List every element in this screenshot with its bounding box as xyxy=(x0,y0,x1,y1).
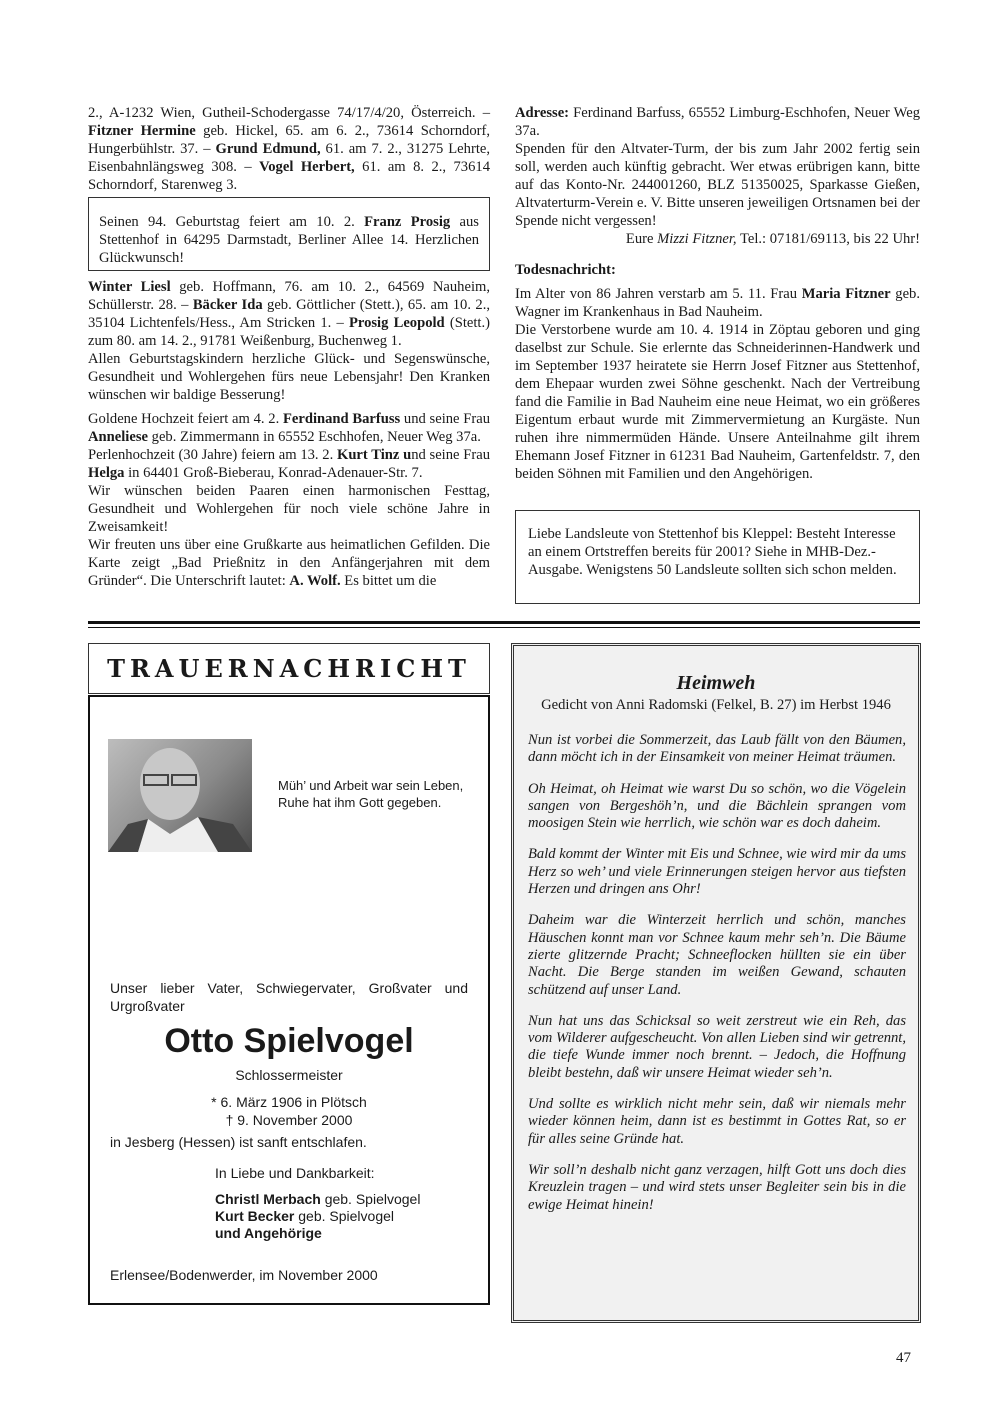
mourner-name: und Angehörige xyxy=(215,1225,322,1241)
text-run: Im Alter von 86 Jahren verstarb am 5. 11. Frau xyxy=(515,286,802,302)
section-divider-thin xyxy=(88,627,920,628)
text-run: Perlenhochzeit (30 Jahre) feiern am 13. 2. xyxy=(88,447,337,463)
text-run: geb. Göttlicher (Stett.), 65. am 10. 2., 35104 Lichtenfels/Hess., Am Stricken 1. – xyxy=(88,297,490,331)
life-dates xyxy=(90,1093,488,1129)
obituary-quote xyxy=(278,777,463,811)
poem-stanza: Wir soll’n deshalb nicht ganz verzagen, hilft Gott uns doch dies Kreuzlein tragen – und wird stets unser Begleiter sein bis in die ewige Heimat hinein! xyxy=(528,1161,906,1213)
text-run: Tel.: 07181/69113, bis 22 Uhr! xyxy=(736,231,920,247)
text-run: 2., A-1232 Wien, Gutheil-Schodergasse 74/17/4/20, Österreich. – xyxy=(88,105,490,121)
bold-name: Vogel Herbert, xyxy=(259,159,355,175)
text-run: und seine Frau xyxy=(400,411,490,427)
death-date: † 9. November 2000 xyxy=(225,1112,353,1128)
poem-stanza: Nun hat uns das Schicksal so weit zerstreut wie ein Reh, das vom Wilderer aufgescheucht. Von allen Lieben sind wir getrennt, die tiefe Wunde immer noch brennt. – Jedoch, die Hoffnung bleibt bestehn, daß wir unsere Heimat wieder seh’n. xyxy=(528,1012,906,1081)
text-run: Es bittet um die xyxy=(340,573,437,589)
poem-stanza: Nun ist vorbei die Sommerzeit, das Laub fällt von den Bäumen, dann möcht ich in der Einsamkeit von meiner Heimat träumen. xyxy=(528,732,906,766)
obituary-heading-box xyxy=(88,643,490,694)
bold-name: Grund Edmund, xyxy=(215,141,321,157)
bold-name: Prosig Leopold xyxy=(348,315,445,331)
mourners-list xyxy=(215,1191,420,1242)
page-number: 47 xyxy=(896,1350,911,1366)
text-run: geb. Zimmermann in 65552 Eschhofen, Neuer Weg 37a. xyxy=(148,429,481,445)
birthday-list-continued xyxy=(88,98,490,194)
text-run: (Stett.) zum 80. am 14. 2., 91781 Weißenburg, Buchenweg 1. xyxy=(88,315,490,349)
bold-name: Kurt Tinz u xyxy=(336,447,412,463)
donation-paragraphs xyxy=(515,104,920,230)
text-run: Eure xyxy=(625,231,658,247)
obituary-heading: TRAUERNACHRICHT xyxy=(107,654,471,683)
obituary-footer: Erlensee/Bodenwerder, im November 2000 xyxy=(110,1267,378,1283)
text-run: Allen Geburtstagskindern herzliche Glück- und Segenswünsche, Gesundheit und Wohlergehen fürs neue Lebensjahr! Den Kranken wünschen wir baldige Besserung! xyxy=(88,351,490,403)
text-run: 61. am 8. 2., 73614 Schorndorf, Starenweg 3. xyxy=(88,159,490,193)
text-run: nd seine Frau xyxy=(411,447,490,463)
mourner xyxy=(215,1225,420,1242)
paragraph xyxy=(515,140,920,230)
paragraph xyxy=(515,104,920,140)
text-run: aus Stettenhof in 64295 Darmstadt, Berliner Allee 14. Herzlichen Glückwunsch! xyxy=(99,214,479,266)
poem-stanza: Und sollte es wirklich nicht mehr sein, daß wir niemals mehr wieder können heim, dann ist es bestimmt in Gottes Rat, so er für alles seine Gründe hat. xyxy=(528,1096,906,1147)
bold-name: Fitzner Hermine xyxy=(88,123,196,139)
quote-line: Müh’ und Arbeit war sein Leben, xyxy=(278,778,464,793)
poem-subtitle: Gedicht von Anni Radomski (Felkel, B. 27) im Herbst 1946 xyxy=(541,697,891,713)
death-notice-text xyxy=(515,285,920,483)
bold-name: Franz Prosig xyxy=(364,214,451,230)
mourner-name: Kurt Becker xyxy=(215,1208,295,1224)
paragraph xyxy=(88,104,490,194)
bold-name: Ferdinand Barfuss xyxy=(282,411,401,427)
death-notice-heading: Todesnachricht: xyxy=(515,262,616,278)
poem-title: Heimweh xyxy=(676,672,756,694)
deceased-name: Otto Spielvogel xyxy=(164,1022,414,1060)
address-and-donation-text xyxy=(515,98,920,248)
text-run: Ferdinand Barfuss, 65552 Limburg-Eschhofen, Neuer Weg 37a. xyxy=(515,105,920,139)
text-run: geb. Hickel, 65. am 6. 2., 73614 Schorndorf, Hungerbühlstr. 37. – xyxy=(88,123,491,157)
deceased-profession: Schlossermeister xyxy=(235,1067,343,1083)
paragraph xyxy=(88,446,490,482)
text-run: Wir wünschen beiden Paaren einen harmonischen Festtag, Gesundheit und Wohlergehen für noch viele schöne Jahre in Zweisamkeit! xyxy=(88,483,490,535)
signature-line xyxy=(515,230,920,248)
bold-name: Winter Liesl xyxy=(88,279,171,295)
paragraph xyxy=(528,525,907,579)
birthday-highlight-text xyxy=(99,213,479,267)
text-run: Goldene Hochzeit feiert am 4. 2. xyxy=(88,411,283,427)
portrait-photo xyxy=(108,739,252,852)
paragraph xyxy=(88,536,490,590)
thanks-line: In Liebe und Dankbarkeit: xyxy=(215,1165,375,1181)
paragraph xyxy=(88,278,490,350)
text-run: Spenden für den Altvater-Turm, der bis zum Jahr 2002 fertig sein soll, werden auch künftig gebracht. Wer etwas erübrigen kann, bitte auf das Konto-Nr. 244001260, BLZ 51350025, Sparkasse Gießen, Altvaterturm-Verein e. V. Bitte unseren jeweiligen Ortsnamen bei der Spende nicht vergessen! xyxy=(515,141,920,229)
meeting-notice-text xyxy=(528,525,907,579)
birthday-and-anniversary-text xyxy=(88,278,490,590)
mourner-detail: geb. Spielvogel xyxy=(294,1208,395,1224)
paragraph xyxy=(515,285,920,321)
paragraph xyxy=(88,410,490,446)
poem-stanzas xyxy=(528,732,906,1214)
quote-line: Ruhe hat ihm Gott gegeben. xyxy=(278,795,442,810)
paragraph xyxy=(88,482,490,536)
mourner xyxy=(215,1208,420,1225)
text-run: Liebe Landsleute von Stettenhof bis Kleppel: Besteht Interesse an einem Ortstreffen bereits für 2001? Siehe in MHB-Dez.-Ausgabe. Wenigstens 50 Landsleute sollten sich schon melden. xyxy=(528,526,897,578)
death-place: in Jesberg (Hessen) ist sanft entschlafen. xyxy=(110,1134,367,1150)
text-run: in 64401 Groß-Bieberau, Konrad-Adenauer-Str. 7. xyxy=(124,465,423,481)
mourner-detail: geb. Spielvogel xyxy=(320,1191,421,1207)
text-run: Wir freuten uns über eine Grußkarte aus heimatlichen Gefilden. Die Karte zeigt „Bad Prießnitz in den Anfängerjahren mit dem Gründer“. Die Unterschrift lautet: xyxy=(88,537,490,589)
text-run: Seinen 94. Geburtstag feiert am 10. 2. xyxy=(99,214,365,230)
mourner-name: Christl Merbach xyxy=(215,1191,321,1207)
bold-name: Helga xyxy=(88,465,125,481)
poem-stanza: Oh Heimat, oh Heimat wie warst Du so schön, wo die Vögelein sangen von Bergeshöh’n, und die Bächlein sprangen vom moosigen Stein wie herrlich, wie schön war es doch daheim. xyxy=(528,780,906,832)
bold-name: Bäcker Ida xyxy=(192,297,263,313)
birth-date: * 6. März 1906 in Plötsch xyxy=(211,1094,367,1110)
obituary-card xyxy=(88,695,490,1305)
bold-name: Anneliese xyxy=(88,429,148,445)
text-run: 61. am 7. 2., 31275 Lehrte, Eisenbahnlängsweg 308. – xyxy=(88,141,491,175)
bold-name: A. Wolf. xyxy=(289,573,341,589)
text-run: Mizzi Fitzner, xyxy=(657,231,737,247)
text-run: Die Verstorbene wurde am 10. 4. 1914 in Zöptau geboren und ging daselbst zur Schule. Sie erlernte das Schneiderinnen-Handwerk und im September 1937 heiratete sie Herrn Josef Fitzner aus Stettenhof, dem Ehepaar wurden zwei Söhne geschenkt. Nach der Vertreibung fand die Familie in Bad Nauheim eine neue Heimat, wo ein größeres Eigentum erbaut wurde mit Zimmervermietung an Kurgäste. Nun ruhen ihre nimmermüden Hände. Unsere Anteilnahme gilt ihrem Ehemann Josef Fitzner in 61231 Bad Nauheim, Gartenfeldstr. 7, den beiden Söhnen mit Familien und den Angehörigen. xyxy=(515,322,920,482)
mourner xyxy=(215,1191,420,1208)
obituary-intro: Unser lieber Vater, Schwiegervater, Großvater und Urgroßvater xyxy=(110,980,468,1014)
meeting-notice-box xyxy=(515,510,920,604)
birthday-highlight-box xyxy=(88,197,490,271)
bold-name: Maria Fitzner xyxy=(801,286,891,302)
portrait-person-icon xyxy=(108,739,252,852)
death-notice xyxy=(515,261,920,483)
paragraph xyxy=(99,213,479,267)
poem-box xyxy=(511,643,921,1323)
section-divider xyxy=(88,621,920,624)
text-run: geb. Wagner im Krankenhaus in Bad Nauheim. xyxy=(515,286,920,320)
paragraph xyxy=(88,350,490,404)
text-run: geb. Hoffmann, 76. am 10. 2., 64569 Nauheim, Schüllerstr. 28. – xyxy=(88,279,491,313)
poem-stanza: Bald kommt der Winter mit Eis und Schnee, wie wird mir da ums Herz so weh’ und viele Erinnerungen steigen hervor aus tiefsten Herzen und dringen ans Ohr! xyxy=(528,846,906,898)
paragraph xyxy=(515,321,920,483)
poem-stanza: Daheim war die Winterzeit herrlich und schön, manches Häuschen konnt man vor Schnee kaum mehr seh’n. Die Bäume zierte glitzernde Pracht; Schneeflocken hüllten sie ein über Nacht. Die Berge standen im weißen Gewand, schauten schützend auf unser Land. xyxy=(528,912,906,998)
bold-name: Adresse: xyxy=(515,105,570,121)
